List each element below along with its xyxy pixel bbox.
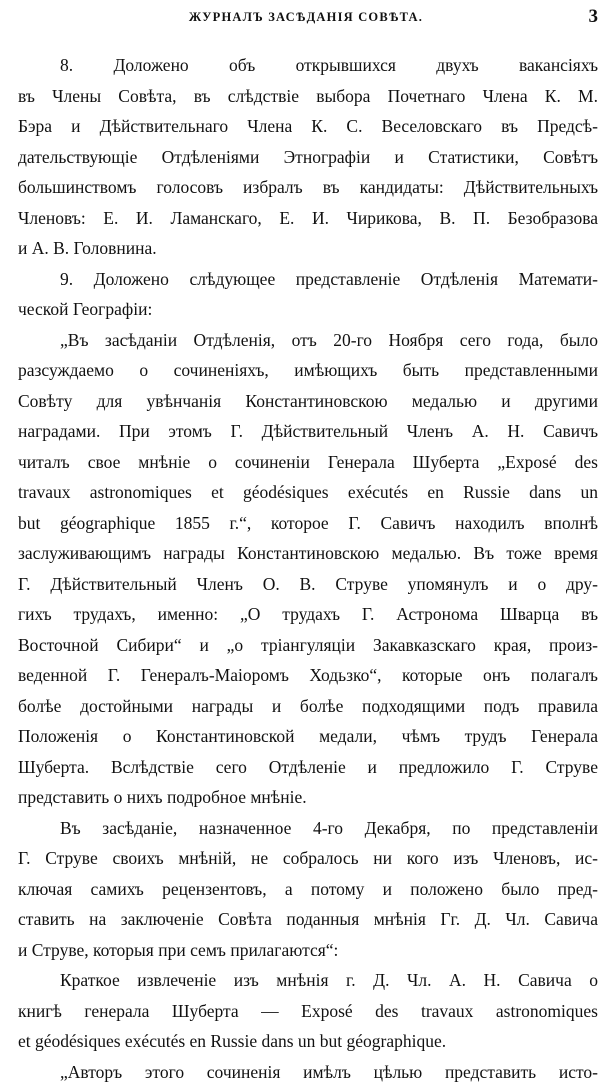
text-line: et géodésiques exécutés en Russie dans un but géographique. [18, 1026, 598, 1057]
text-line: 9. Доложено слѣдующее представленіе Отдѣленія Математи- [18, 264, 598, 295]
text-line: веденной Г. Генералъ-Маіоромъ Ходьзко“, которые онъ полагалъ [18, 660, 598, 691]
text-line: Краткое извлеченіе изъ мнѣнія г. Д. Чл. А. Н. Савича о [18, 965, 598, 996]
text-line: большинствомъ голосовъ избралъ въ кандидаты: Дѣйствительныхъ [18, 172, 598, 203]
text-line: Шуберта. Вслѣдствіе сего Отдѣленіе и предложило Г. Струве [18, 752, 598, 783]
text-line: книгѣ генерала Шуберта — Exposé des travaux astronomiques [18, 996, 598, 1027]
text-line: „Въ засѣданіи Отдѣленія, отъ 20-го Ноября сего года, было [18, 325, 598, 356]
text-line: дательствующіе Отдѣленіями Этнографіи и Статистики, Совѣтъ [18, 142, 598, 173]
text-line: и Струве, которыя при семъ прилагаются“: [18, 935, 598, 966]
text-line: 8. Доложено объ открывшихся двухъ вакансіяхъ [18, 50, 598, 81]
text-line: but géographique 1855 г.“, которое Г. Савичъ находилъ вполнѣ [18, 508, 598, 539]
text-line: читалъ свое мнѣніе о сочиненіи Генерала Шуберта „Exposé des [18, 447, 598, 478]
page-header [0, 10, 612, 30]
text-line: Бэра и Дѣйствительнаго Члена К. С. Веселовскаго въ Предсѣ- [18, 111, 598, 142]
text-line: и А. В. Головнина. [18, 233, 598, 264]
text-line: Совѣту для увѣнчанія Константиновскою медалью и другими [18, 386, 598, 417]
text-line: „Авторъ этого сочиненія имѣлъ цѣлью представить исто- [18, 1057, 598, 1087]
text-line: Г. Дѣйствительный Членъ О. В. Струве упомянулъ и о дру- [18, 569, 598, 600]
text-line: представить о нихъ подробное мнѣніе. [18, 782, 598, 813]
body-text [18, 50, 598, 1087]
text-line: наградами. При этомъ Г. Дѣйствительный Членъ А. Н. Савичъ [18, 416, 598, 447]
running-title: ЖУРНАЛЪ ЗАСѢДАНІЯ СОВѢТА. [0, 10, 612, 25]
text-line: Положенія о Константиновской медали, чѣмъ трудъ Генерала [18, 721, 598, 752]
text-line: Членовъ: Е. И. Ламанскаго, Е. И. Чирикова, В. П. Безобразова [18, 203, 598, 234]
text-line: болѣе достойными награды и болѣе подходящими подъ правила [18, 691, 598, 722]
text-line: Г. Струве своихъ мнѣній, не собралось ни кого изъ Членовъ, ис- [18, 843, 598, 874]
text-line: Въ засѣданіе, назначенное 4-го Декабря, по представленіи [18, 813, 598, 844]
text-line: разсуждаемо о сочиненіяхъ, имѣющихъ быть представленными [18, 355, 598, 386]
text-line: заслуживающимъ награды Константиновскою медалью. Въ тоже время [18, 538, 598, 569]
text-line: travaux astronomiques et géodésiques exécutés en Russie dans un [18, 477, 598, 508]
text-line: Восточной Сибири“ и „о тріангуляціи Закавказскаго края, произ- [18, 630, 598, 661]
text-line: ческой Географіи: [18, 294, 598, 325]
text-line: гихъ трудахъ, именно: „О трудахъ Г. Астронома Шварца въ [18, 599, 598, 630]
text-line: ключая самихъ рецензентовъ, а потому и положено было пред- [18, 874, 598, 905]
text-line: ставить на заключеніе Совѣта поданныя мнѣнія Гг. Д. Чл. Савича [18, 904, 598, 935]
text-line: въ Члены Совѣта, въ слѣдствіе выбора Почетнаго Члена К. М. [18, 81, 598, 112]
page-number: 3 [589, 6, 599, 28]
